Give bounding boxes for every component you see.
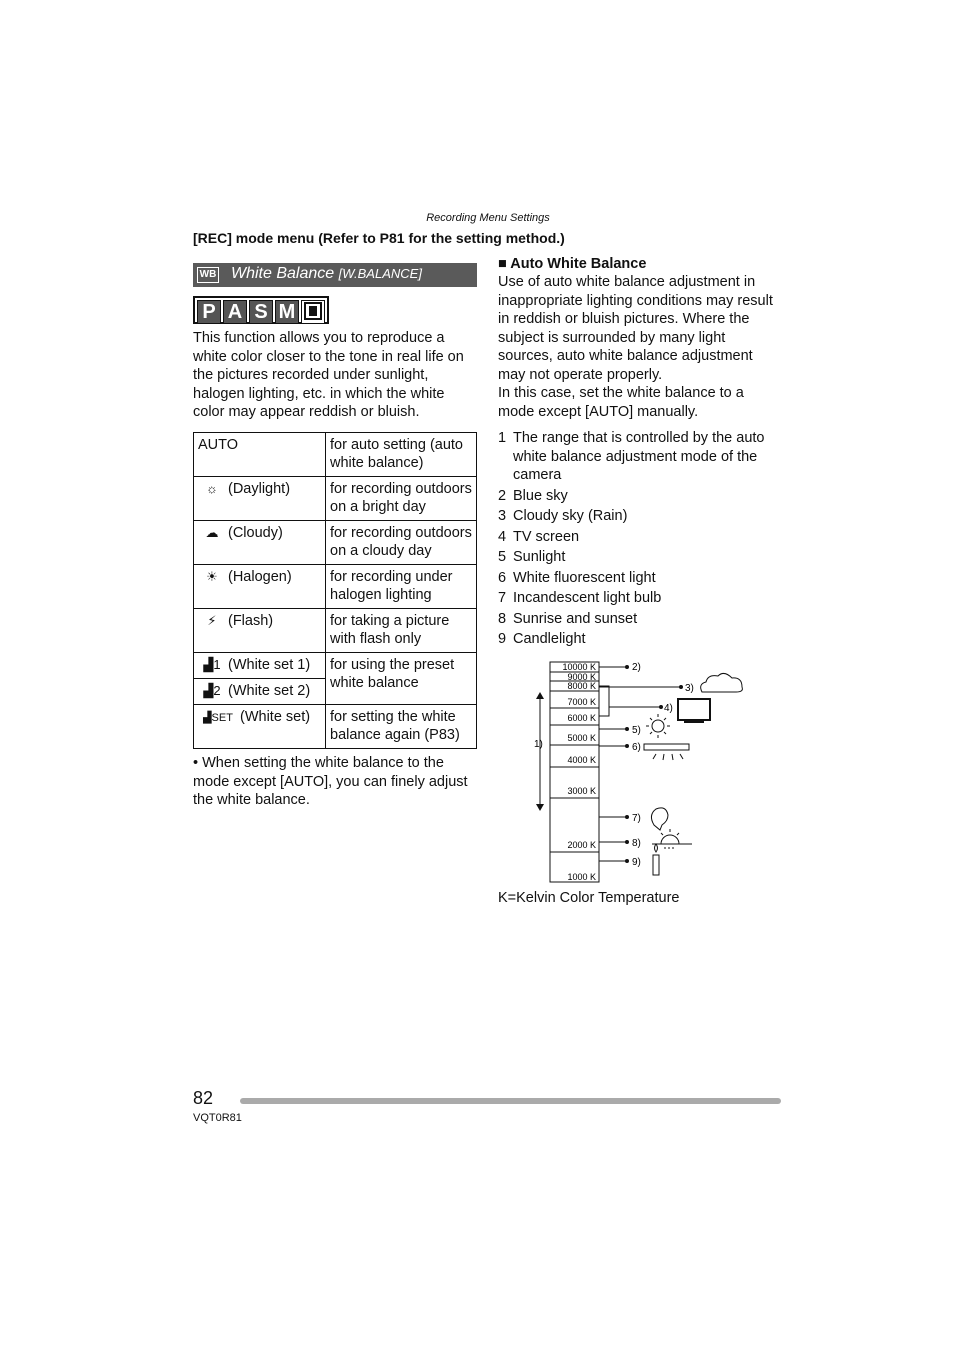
marker-2: 2) bbox=[632, 662, 641, 673]
auto-wb-paragraph-2: In this case, set the white balance to a mode except [AUTO] manually. bbox=[498, 385, 744, 420]
table-cell-label: ☀ (Halogen) bbox=[194, 565, 326, 609]
marker-7: 7) bbox=[632, 813, 641, 824]
scale-label: 10000 K bbox=[562, 662, 596, 672]
scale-label: 3000 K bbox=[567, 786, 596, 796]
table-cell-desc: for recording outdoors on a cloudy day bbox=[326, 521, 477, 565]
marker-9: 9) bbox=[632, 857, 641, 868]
running-head: Recording Menu Settings bbox=[426, 212, 550, 224]
mode-m-icon: M bbox=[275, 300, 299, 324]
list-item: 9 Candlelight bbox=[498, 631, 586, 647]
page-number: 82 bbox=[193, 1088, 214, 1108]
table-cell-label: ☼ (Daylight) bbox=[194, 477, 326, 521]
marker-6: 6) bbox=[632, 742, 641, 753]
list-item: 6 White fluorescent light bbox=[498, 569, 656, 586]
list-item: 8 Sunrise and sunset bbox=[498, 610, 638, 627]
list-item: 7 Incandescent light bulb bbox=[498, 590, 662, 606]
list-item: 3 Cloudy sky (Rain) bbox=[498, 508, 628, 524]
fluorescent-light-icon bbox=[644, 744, 689, 760]
white-set-icon: ▟SET bbox=[203, 712, 233, 724]
mode-a-icon: A bbox=[223, 300, 247, 324]
marker-8: 8) bbox=[632, 838, 641, 849]
candle-icon bbox=[653, 844, 659, 875]
section-subtitle: [W.BALANCE] bbox=[338, 266, 422, 281]
marker-4: 4) bbox=[664, 703, 673, 714]
marker-3: 3) bbox=[685, 683, 694, 694]
sunrise-icon bbox=[652, 829, 692, 848]
table-cell-label: ▟1 (White set 1) bbox=[194, 653, 326, 679]
scale-label: 5000 K bbox=[567, 733, 596, 743]
scale-label: 8000 K bbox=[567, 681, 596, 691]
marker-5: 5) bbox=[632, 725, 641, 736]
cloud-icon bbox=[701, 673, 743, 692]
table-cell-desc: for using the preset white balance bbox=[326, 653, 477, 705]
table-cell-label: ⚡ (Flash) bbox=[194, 609, 326, 653]
list-item: 4 TV screen bbox=[498, 528, 580, 545]
kelvin-note: K=Kelvin Color Temperature bbox=[498, 890, 680, 906]
intro-text: This function allows you to reproduce a white color closer to the tone in real life on the pictures recorded under sunlight, halogen lighting, etc. in which the white color may appear reddish or bluish. bbox=[193, 330, 464, 420]
scale-label: 6000 K bbox=[567, 713, 596, 723]
sun-icon bbox=[646, 714, 670, 738]
table-cell-label: ▟2 (White set 2) bbox=[194, 679, 326, 705]
list-item: 2 Blue sky bbox=[498, 487, 568, 504]
cloudy-icon: ☁ bbox=[205, 525, 219, 540]
tv-icon bbox=[678, 699, 710, 720]
table-cell-desc: for recording under halogen lighting bbox=[326, 565, 477, 609]
white-set-2-icon: ▟2 bbox=[203, 683, 221, 698]
table-cell-label: ▟SET (White set) bbox=[194, 705, 326, 749]
table-cell-desc: for setting the white balance again (P83) bbox=[326, 705, 477, 749]
scale-label: 1000 K bbox=[567, 872, 596, 882]
auto-wb-paragraph: Use of auto white balance adjustment in inappropriate lighting conditions may result in reddish or bluish pictures. Where the subject is surrounded by many light sources, auto white balance adjustment may not operate properly. bbox=[498, 274, 773, 383]
footer-rule bbox=[240, 1098, 781, 1104]
table-cell-desc: for recording outdoors on a bright day bbox=[326, 477, 477, 521]
daylight-icon: ☼ bbox=[206, 481, 218, 496]
flash-icon: ⚡ bbox=[207, 613, 217, 628]
table-cell-desc: for auto setting (auto white balance) bbox=[326, 433, 477, 477]
rec-menu-note: [REC] mode menu (Refer to P81 for the setting method.) bbox=[193, 230, 565, 246]
scale-label: 7000 K bbox=[567, 697, 596, 707]
auto-wb-heading: ■ Auto White Balance bbox=[498, 256, 647, 272]
scale-label: 2000 K bbox=[567, 840, 596, 850]
mode-s-icon: S bbox=[249, 300, 273, 324]
white-set-1-icon: ▟1 bbox=[203, 657, 221, 672]
scale-label: 9000 K bbox=[567, 672, 596, 682]
list-item: 5 Sunlight bbox=[498, 549, 566, 565]
scale-label: 4000 K bbox=[567, 755, 596, 765]
section-title-text: White Balance bbox=[231, 265, 335, 282]
note-text: • When setting the white balance to the mode except [AUTO], you can finely adjust the white balance. bbox=[193, 755, 468, 808]
list-item: 1 The range that is controlled by the auto white balance adjustment mode of the camera bbox=[498, 430, 765, 483]
mode-p-icon: P bbox=[197, 300, 221, 324]
halogen-icon: ☀ bbox=[206, 569, 218, 584]
wb-icon: WB bbox=[197, 267, 219, 283]
table-cell-label: AUTO bbox=[194, 433, 326, 477]
light-bulb-icon bbox=[651, 808, 668, 830]
table-cell-desc: for taking a picture with flash only bbox=[326, 609, 477, 653]
marker-1: 1) bbox=[534, 739, 543, 750]
document-code: VQT0R81 bbox=[193, 1112, 242, 1124]
table-cell-label: ☁ (Cloudy) bbox=[194, 521, 326, 565]
